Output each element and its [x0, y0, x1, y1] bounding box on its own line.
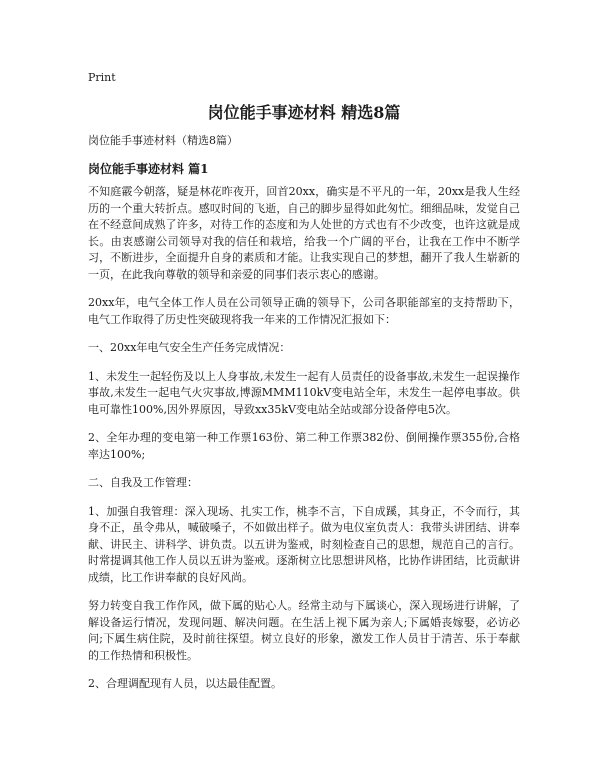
paragraph: 2、全年办理的变电第一种工作票163份、第二种工作票382份、倒闸操作票355份,合格率达100%;	[88, 431, 520, 461]
print-link[interactable]: Print	[88, 71, 116, 84]
section-heading: 岗位能手事迹材料 篇1	[88, 162, 209, 176]
paragraph: 一、20xx年电气安全生产任务完成情况：	[88, 341, 291, 354]
document-subtitle: 岗位能手事迹材料（精选8篇）	[88, 134, 238, 147]
document-title: 岗位能手事迹材料 精选8篇	[207, 103, 401, 122]
document-body	[88, 184, 520, 705]
paragraph: 二、自我及工作管理：	[88, 476, 198, 489]
paragraph: 不知庭霰今朝落，疑是林花昨夜开，回首20xx，确实是不平凡的一年，20xx是我人生经历的一个重大转折点。感叹时间的飞逝，自己的脚步显得如此匆忙。细细品味，发觉自己在不经意间成熟了许多，对待工作的态度和为人处世的方式也有不少改变，也许这就是成长。由衷感谢公司领导对我的信任和栽培，给我一个广阔的平台，让我在工作中不断学习，不断进步，全面提升自身的素质和才能。让我实现自己的梦想，翻开了我人生崭新的一页，在此我向尊敬的领导和亲爱的同事们表示衷心的感谢。	[88, 185, 520, 281]
paragraph: 1、加强自我管理：深入现场、扎实工作，桃李不言，下自成蹊，其身正，不令而行，其身不正，虽令弗从，喊破嗓子，不如做出样子。做为电仪室负责人：我带头讲团结、讲奉献、讲民主、讲科学、讲负责。以五讲为鉴戒，时刻检查自己的思想，规范自己的言行。时常提调其他工作人员以五讲为鉴戒。逐渐树立比思想讲风格，比协作讲团结，比贡献讲成绩，比工作讲奉献的良好风尚。	[88, 504, 520, 584]
paragraph: 1、未发生一起轻伤及以上人身事故,未发生一起有人员责任的设备事故,未发生一起误操作事故,未发生一起电气火灾事故,博源MMM110kV变电站全年，未发生一起停电事故。供电可靠性100%,因外界原因，导致xx35kV变电站全站或部分设备停电5次。	[88, 369, 520, 416]
paragraph: 20xx年，电气全体工作人员在公司领导正确的领导下，公司各职能部室的支持帮助下，电气工作取得了历史性突破现将我一年来的工作情况汇报如下：	[88, 296, 520, 326]
paragraph: 2、合理调配现有人员，以达最佳配置。	[88, 677, 282, 690]
paragraph: 努力转变自我工作作风，做下属的贴心人。经常主动与下属谈心，深入现场进行讲解，了解设备运行情况，发现问题、解决问题。在生活上视下属为亲人;下属婚丧嫁娶，必访必问;下属生病住院，及时前往探望。树立良好的形象，激发工作人员甘于清苦、乐于奉献的工作热情和积极性。	[88, 599, 520, 662]
